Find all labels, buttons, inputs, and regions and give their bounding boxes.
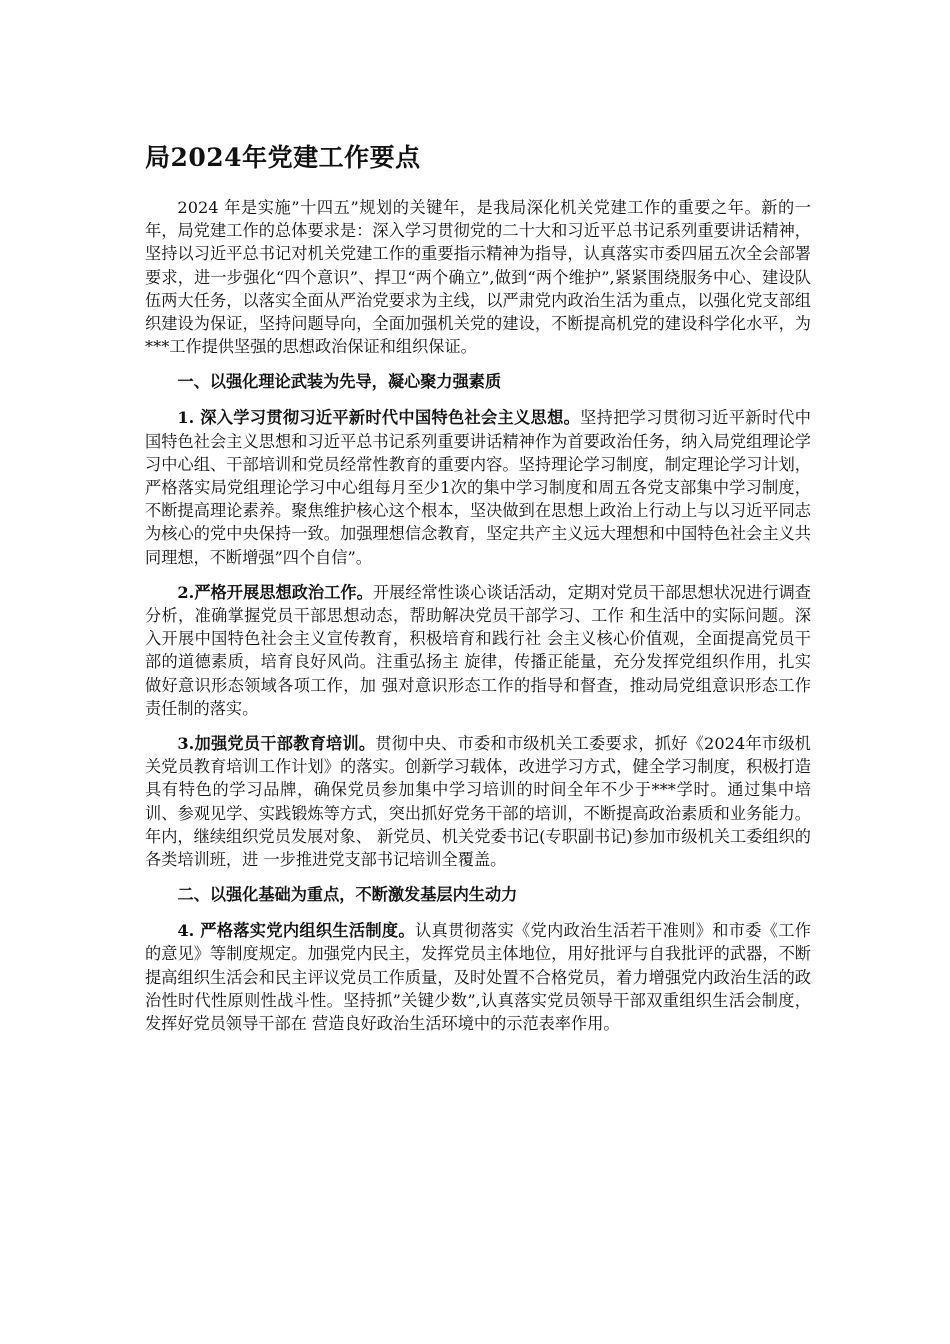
item-4-lead: 4. 严格落实党内组织生活制度。 xyxy=(177,921,415,941)
document-page xyxy=(145,140,811,1047)
item-1-lead: 1. 深入学习贯彻习近平新时代中国特色社会主义思想。 xyxy=(177,408,581,428)
item-1-body: 坚持把学习贯彻习近平新时代中国特色社会主义思想和习近平总书记系列重要讲话精神作为首要政治任务，纳入局党组理论学习中心组、干部培训和党员经常性教育的重要内容。坚持理论学习制度，制定理论学习计划，严格落实局党组理论学习中心组每月至少1次的集中学习制度和周五各党支部集中学习制度，不断提高理论素养。聚焦维护核心这个根本，坚决做到在思想上政治上行动上与以习近平同志为核心的党中央保持一致。加强理想信念教育，坚定共产主义远大理想和中国特色社会主义共同理想，不断增强”四个自信”。 xyxy=(145,408,811,567)
item-3-paragraph xyxy=(145,732,811,871)
item-2-body: 开展经常性谈心谈话活动，定期对党员干部思想状况进行调查分析，准确掌握党员干部思想动态，帮助解决党员干部学习、工作 和生活中的实际问题。深入开展中国特色社会主义宣传教育，积极培育和践行社 会主义核心价值观，全面提高党员干部的道德素质，培育良好风尚。注重弘扬主 旋律，传播正能量，充分发挥党组织作用，扎实做好意识形态领域各项工作，加 强对意识形态工作的指导和督查，推动局党组意识形态工作责任制的落实。 xyxy=(145,582,811,718)
item-2-paragraph xyxy=(145,581,811,720)
intro-paragraph: 2024 年是实施”十四五”规划的关键年，是我局深化机关党建工作的重要之年。新的一年，局党建工作的总体要求是：深入学习贯彻党的二十大和习近平总书记系列重要讲话精神，坚持以习近平总书记对机关党建工作的重要指示精神为指导，认真落实市委四届五次全会部署要求，进一步强化“四个意识”、捍卫“两个确立”,做到“两个维护”,紧紧围绕服务中心、建设队伍两大任务，以落实全面从严治党要求为主线，以严肃党内政治生活为重点，以强化党支部组织建设为保证，坚持问题导向，全面加强机关党的建设，不断提高机党的建设科学化水平，为***工作提供坚强的思想政治保证和组织保证。 xyxy=(145,198,811,357)
item-3-body: 贯彻中央、市委和市级机关工委要求，抓好《2024年市级机关党员教育培训工作计划》的落实。创新学习载体，改进学习方式，健全学习制度，积极打造具有特色的学习品牌，确保党员参加集中学习培训的时间全年不少于***学时。通过集中培训、参观见学、实践锻炼等方式，突出抓好党务干部的培训，不断提高政治素质和业务能力。年内，继续组织党员发展对象、 新党员、机关党委书记(专职副书记)参加市级机关工委组织的各类培训班，进 一步推进党支部书记培训全覆盖。 xyxy=(145,734,811,870)
item-4-body: 认真贯彻落实《党内政治生活若干准则》和市委《工作的意见》等制度规定。加强党内民主，发挥党员主体地位，用好批评与自我批评的武器，不断提高组织生活会和民主评议党员工作质量，及时处置不合格党员，着力增强党内政治生活的政治性时代性原则性战斗性。坚持抓”关键少数”,认真落实党员领导干部双重组织生活会制度，发挥好党员领导干部在 营造良好政治生活环境中的示范表率作用。 xyxy=(145,921,811,1034)
section-1-heading: 一、以强化理论武装为先导，凝心聚力强素质 xyxy=(177,372,502,392)
item-1-paragraph xyxy=(145,406,811,568)
document-title: 局2024年党建工作要点 xyxy=(145,143,421,172)
item-4-paragraph xyxy=(145,919,811,1035)
item-3-lead: 3.加强党员干部教育培训。 xyxy=(177,734,376,754)
section-2-heading: 二、以强化基础为重点，不断激发基层内生动力 xyxy=(177,885,518,905)
item-2-lead: 2.严格开展思想政治工作。 xyxy=(177,582,373,602)
